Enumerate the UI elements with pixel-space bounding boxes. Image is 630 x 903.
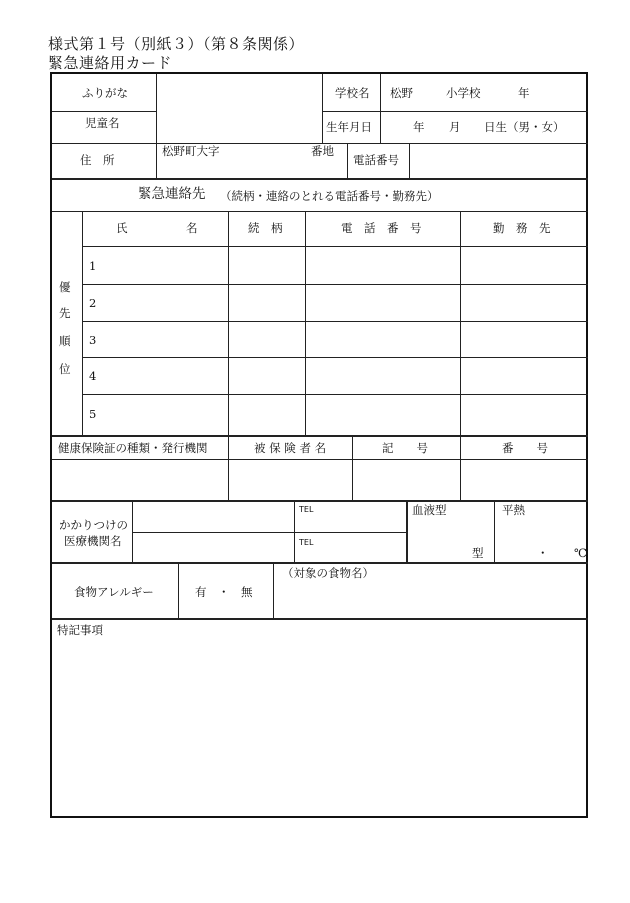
rule-emergency-top [52, 178, 588, 180]
rule-col-workplace [460, 211, 461, 436]
row-number-1: 1 [89, 259, 97, 273]
priority-char-1: 優 [59, 280, 71, 294]
col-header-workplace: 勤 務 先 [493, 221, 551, 235]
insured-name-label: 被 保 険 者 名 [254, 441, 327, 455]
blood-type-label: 血液型 [412, 503, 447, 517]
row-number-2: 2 [89, 296, 97, 310]
student-name-label: 児童名 [85, 116, 120, 130]
priority-char-3: 順 [59, 334, 71, 348]
rule-furigana [52, 111, 156, 112]
emergency-card-form [50, 72, 588, 818]
rule-ins-col-2 [352, 436, 353, 501]
clinic-tel-label-2: TEL [299, 538, 314, 547]
rule-allergy-choice-right [273, 563, 274, 619]
food-allergy-choice: 有 ・ 無 [195, 585, 253, 599]
rule-emergency-title-bottom [52, 211, 588, 212]
address-prefix: 松野町大字 [162, 144, 220, 158]
phone-label: 電話番号 [353, 153, 399, 167]
birth-day-sex-label: 日生（男・女） [484, 120, 565, 134]
special-notes-label: 特記事項 [57, 623, 103, 637]
rule-priority-right [82, 211, 83, 436]
rule-temp-left [494, 501, 495, 563]
food-allergy-label: 食物アレルギー [74, 585, 154, 599]
rule-insurance-top [52, 435, 588, 437]
col-header-phone: 電 話 番 号 [341, 221, 422, 235]
rule-col-phone [305, 211, 306, 436]
clinic-label-line1: かかりつけの [59, 518, 128, 532]
rule-school-value-left [380, 74, 381, 143]
rule-row-1 [82, 284, 588, 285]
rule-school-label-left [322, 74, 323, 143]
rule-emergency-header-bottom [82, 246, 588, 247]
rule-address-label-right [156, 143, 157, 179]
birth-month-label: 月 [449, 120, 461, 134]
insurance-number-label: 番 号 [502, 441, 548, 455]
rule-insurance-header-bottom [52, 459, 588, 460]
school-city: 松野 [390, 86, 413, 100]
rule-phone-label-left [347, 143, 348, 179]
rule-ins-col-3 [460, 436, 461, 501]
school-label: 学校名 [335, 86, 370, 100]
row-number-3: 3 [89, 333, 97, 347]
furigana-label: ふりがな [82, 86, 128, 100]
clinic-label-line2: 医療機関名 [64, 534, 122, 548]
rule-row-3 [82, 357, 588, 358]
rule-row-2 [82, 321, 588, 322]
clinic-tel-label-1: TEL [299, 505, 314, 514]
rule-blood-left [406, 501, 408, 563]
form-number: 様式第１号（別紙３）（第８条関係） [48, 35, 305, 53]
grade-suffix: 年 [518, 86, 530, 100]
priority-char-4: 位 [59, 362, 71, 376]
row-number-5: 5 [89, 407, 97, 421]
rule-name-label-right [156, 74, 157, 143]
blood-type-suffix: 型 [472, 546, 484, 560]
birthdate-label: 生年月日 [326, 120, 372, 134]
row-number-4: 4 [89, 369, 97, 383]
address-label: 住 所 [80, 153, 115, 167]
rule-row-4 [82, 394, 588, 395]
rule-ins-col-1 [228, 436, 229, 501]
rule-clinic-middle [132, 532, 406, 533]
rule-phone-value-left [409, 143, 410, 179]
body-temp-dot: ・ [537, 546, 549, 560]
rule-allergy-label-right [178, 563, 179, 619]
school-suffix: 小学校 [446, 86, 481, 100]
address-banchi: 番地 [311, 144, 334, 158]
emergency-subtitle: （続柄・連絡のとれる電話番号・勤務先） [220, 189, 439, 203]
col-header-name-b: 名 [186, 221, 198, 235]
insurance-symbol-label: 記 号 [382, 441, 428, 455]
priority-char-2: 先 [59, 306, 71, 320]
birth-year-label: 年 [413, 120, 425, 134]
form-title: 緊急連絡用カード [48, 54, 173, 72]
col-header-relation: 続 柄 [248, 221, 283, 235]
allergy-target-label: （対象の食物名） [282, 566, 374, 580]
rule-school [322, 111, 588, 112]
body-temp-unit: ℃ [574, 546, 587, 560]
col-header-name-a: 氏 [116, 221, 128, 235]
body-temp-label: 平熱 [502, 503, 525, 517]
emergency-title: 緊急連絡先 [138, 186, 206, 202]
rule-col-relation [228, 211, 229, 436]
insurance-type-label: 健康保険証の種類・発行機関 [58, 441, 208, 455]
rule-allergy-top [52, 562, 588, 564]
rule-notes-top [52, 618, 588, 620]
